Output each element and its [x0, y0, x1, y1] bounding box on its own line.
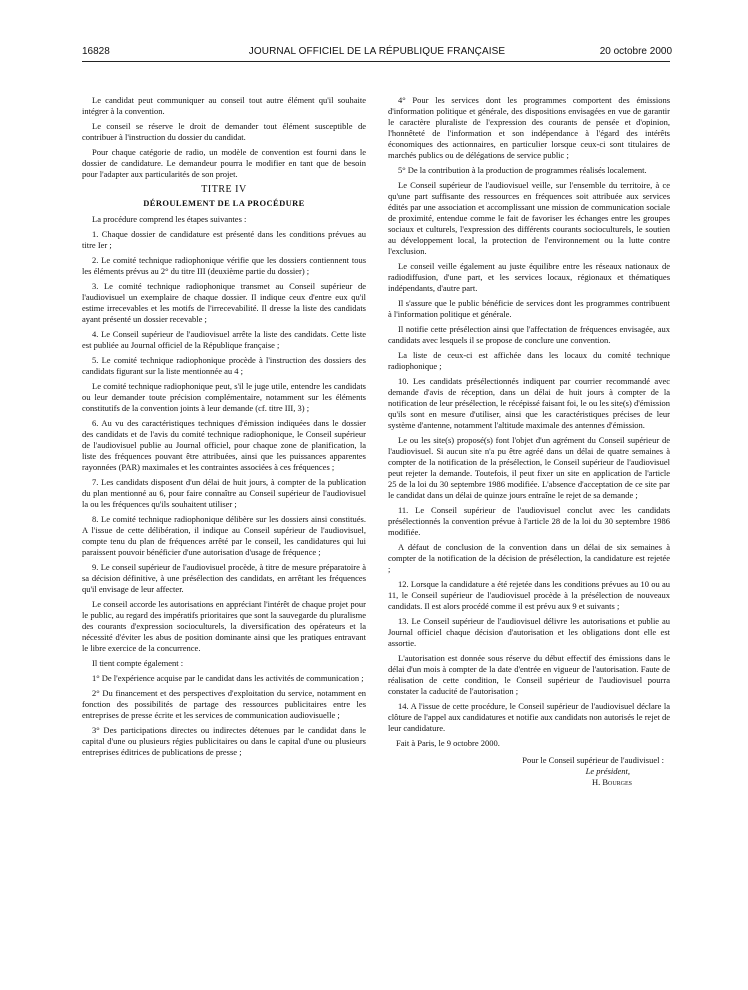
paragraph: La procédure comprend les étapes suivantes : — [92, 214, 247, 224]
right-column — [388, 95, 670, 788]
paragraph: Il notifie cette présélection ainsi que l'affectation de fréquences envisagée, aux candidats avec lesquels il se propose de conclure une convention. — [388, 324, 670, 345]
paragraph: Le conseil se réserve le droit de demander tout élément susceptible de contribuer à l'instruction du dossier du candidat. — [82, 121, 366, 142]
paragraph: Pour chaque catégorie de radio, un modèle de convention est fourni dans le dossier de candidature. Le demandeur pourra le modifier en tant que de besoin pour l'adapter aux particularités de son projet. — [82, 147, 366, 179]
page-number: 16828 — [82, 46, 110, 57]
paragraph: Le candidat peut communiquer au conseil tout autre élément qu'il souhaite intégrer à la convention. — [82, 95, 366, 116]
procedure-step: 1. Chaque dossier de candidature est présenté dans les conditions prévues au titre Ier ; — [82, 229, 366, 250]
section-title: TITRE IV — [201, 184, 247, 195]
paragraph: L'autorisation est donnée sous réserve du début effectif des émissions dans le délai d'un mois à compter de la date d'entrée en vigueur de l'autorisation. Faute de réalisation de cette condition, le Conseil supérieur de l'audiovisuel pourra constater la caducité de l'autorisation ; — [388, 653, 670, 696]
header-rule — [82, 61, 670, 62]
procedure-step: 11. Le Conseil supérieur de l'audiovisuel conclut avec les candidats présélectionnés la convention prévue à l'article 28 de la loi du 30 septembre 1986 modifiée. — [388, 505, 670, 537]
procedure-step: 12. Lorsque la candidature a été rejetée dans les conditions prévues au 10 ou au 11, le Conseil supérieur de l'audiovisuel procède à la présélection de nouveaux candidats. Il est alors procédé comme il est prévu aux 9 et suivants ; — [388, 579, 670, 611]
signature-for-line: Pour le Conseil supérieur de l'audivisuel : — [522, 755, 664, 765]
procedure-step: 2. Le comité technique radiophonique vérifie que les dossiers contiennent tous les éléments prévus au 2° du titre III (deuxième partie du dossier) ; — [82, 255, 366, 276]
procedure-step: 7. Les candidats disposent d'un délai de huit jours, à compter de la publication du plan mentionné au 6, pour faire connaître au Conseil supérieur de l'audiovisuel la ou les fréquences qu'ils souhaitent utiliser ; — [82, 477, 366, 509]
procedure-step: 14. A l'issue de cette procédure, le Conseil supérieur de l'audiovisuel déclare la clôture de l'appel aux candidatures et notifie aux candidats non autorisés le rejet de leur candidature. — [388, 701, 670, 733]
procedure-step: 13. Le Conseil supérieur de l'audiovisuel délivre les autorisations et publie au Journal officiel chaque décision d'autorisation et les obligations dont elle est assortie. — [388, 616, 670, 648]
procedure-step: Le comité technique radiophonique peut, s'il le juge utile, entendre les candidats ou leur demander toute précision complémentaire, notamment sur les éléments constitutifs de la convention joints à leur demande (cf. titre III, 3) ; — [82, 381, 366, 413]
paragraph: Il tient compte également : — [92, 658, 184, 668]
signature-name: H. Bourges — [591, 777, 632, 787]
procedure-step: 9. Le conseil supérieur de l'audiovisuel procède, à titre de mesure préparatoire à sa décision définitive, à une présélection des candidats, en arrêtant les fréquences qu'il envisage de leur affecter. — [82, 562, 366, 594]
procedure-step: 8. Le comité technique radiophonique délibère sur les dossiers ainsi constitués. A l'issue de cette délibération, il indique au Conseil supérieur de l'audiovisuel, compte tenu du plan de fréquences arrêté par le conseil, les candidatures qui lui paraissent pouvoir bénéficier d'une autorisation d'usage de fréquence ; — [82, 514, 366, 557]
criterion: 1° De l'expérience acquise par le candidat dans les activités de communication ; — [92, 673, 364, 683]
section-subtitle: DÉROULEMENT DE LA PROCÉDURE — [143, 198, 305, 208]
paragraph: A défaut de conclusion de la convention dans un délai de six semaines à compter de la notification de la décision de présélection, la candidature est rejetée ; — [388, 542, 670, 574]
criterion: 4° Pour les services dont les programmes comportent des émissions d'information politique et générale, des dispositions envisagées en vue de garantir le caractère pluraliste de l'expression des courants de pensée et d'opinion, l'honnêteté de l'information et son indépendance à l'égard des intérêts économiques des actionnaires, en particulier lorsque ceux-ci sont titulaires de marchés publics ou de délégations de service public ; — [388, 95, 670, 160]
procedure-step: 4. Le Conseil supérieur de l'audiovisuel arrête la liste des candidats. Cette liste est publiée au Journal officiel de la République française ; — [82, 329, 366, 350]
procedure-step: 10. Les candidats présélectionnés indiquent par courrier recommandé avec demande d'avis de réception, dans un délai de huit jours à compter de la notification de leur présélection, le récépissé faisant foi, le ou les site(s) d'émission qu'ils sont en mesure d'utiliser, ainsi que les caractéristiques précises de leur système d'antenne, notamment l'altitude maximale des antennes d'émission. — [388, 376, 670, 430]
paragraph: Le conseil accorde les autorisations en appréciant l'intérêt de chaque projet pour le public, au regard des impératifs prioritaires que sont la sauvegarde du pluralisme des courants d'expression socioculturels, la diversification des opérateurs et la nécessité d'éviter les abus de position dominante ainsi que les pratiques entravant le libre exercice de la concurrence. — [82, 599, 366, 653]
left-column — [82, 95, 366, 762]
criterion: 3° Des participations directes ou indirectes détenues par le candidat dans le capital d'une ou plusieurs régies publicitaires ou dans le capital d'une ou plusieurs entreprises éditrices de publications de presse ; — [82, 725, 366, 757]
page-header — [82, 44, 672, 60]
paragraph: Le conseil veille également au juste équilibre entre les réseaux nationaux de radiodiffusion, d'une part, et les services locaux, régionaux et thématiques indépendants, d'autre part. — [388, 261, 670, 293]
paragraph: Il s'assure que le public bénéficie de services dont les programmes contribuent à l'information politique et générale. — [388, 298, 670, 319]
signature-block — [388, 755, 670, 788]
procedure-step: 5. Le comité technique radiophonique procède à l'instruction des dossiers des candidats figurant sur la liste mentionnée au 4 ; — [82, 355, 366, 376]
signature-role: Le président, — [585, 766, 630, 776]
issue-date: 20 octobre 2000 — [599, 46, 672, 57]
paragraph: La liste de ceux-ci est affichée dans les locaux du comité technique radiophonique ; — [388, 350, 670, 371]
paragraph: Le ou les site(s) proposé(s) font l'objet d'un agrément du Conseil supérieur de l'audiovisuel. Si aucun site n'a pu être agréé dans un délai de quatre semaines à compter de la notification de la présélection, le Conseil supérieur de l'audiovisuel peut rejeter la demande. Toutefois, il peut fixer un site en application de l'article 25 de la loi du 30 septembre 1986 modifiée. L'absence d'acceptation de ce site par le candidat dans un délai de quinze jours entraîne le rejet de sa demande ; — [388, 435, 670, 500]
procedure-step: 6. Au vu des caractéristiques techniques d'émission indiquées dans le dossier des candidats et de l'avis du comité technique radiophonique, le Conseil supérieur de l'audiovisuel publie au Journal officiel, pour chaque zone de planification, la liste des fréquences pouvant être attribuées, ainsi que les puissances apparentes rayonnées (PAR) maximales et les contraintes associées à ces fréquences ; — [82, 418, 366, 472]
journal-title: JOURNAL OFFICIEL DE LA RÉPUBLIQUE FRANÇAISE — [248, 46, 506, 57]
procedure-step: 3. Le comité technique radiophonique transmet au Conseil supérieur de l'audiovisuel un exemplaire de chaque dossier. Il indique ceux d'entre eux qu'il estime irrecevables et les motifs de l'irrecevabilité. Il dresse la liste des candidats ayant présenté un dossier recevable ; — [82, 281, 366, 324]
criterion: 5° De la contribution à la production de programmes réalisés localement. — [398, 165, 647, 175]
done-at: Fait à Paris, le 9 octobre 2000. — [396, 738, 500, 748]
paragraph: Le Conseil supérieur de l'audiovisuel veille, sur l'ensemble du territoire, à ce qu'une part suffisante des ressources en fréquences soit attribuée aux services édités par une association et accomplissant une mission de communication sociale de proximité, entendue comme le fait de favoriser les échanges entre les groupes sociaux et culturels, l'expression des différents courants socioculturels, le soutien au développement local, la protection de l'environnement ou la lutte contre l'exclusion. — [388, 180, 670, 256]
criterion: 2° Du financement et des perspectives d'exploitation du service, notamment en fonction des possibilités de partage des ressources publicitaires entre les entreprises de presse écrite et les services de communication audiovisuelle ; — [82, 688, 366, 720]
